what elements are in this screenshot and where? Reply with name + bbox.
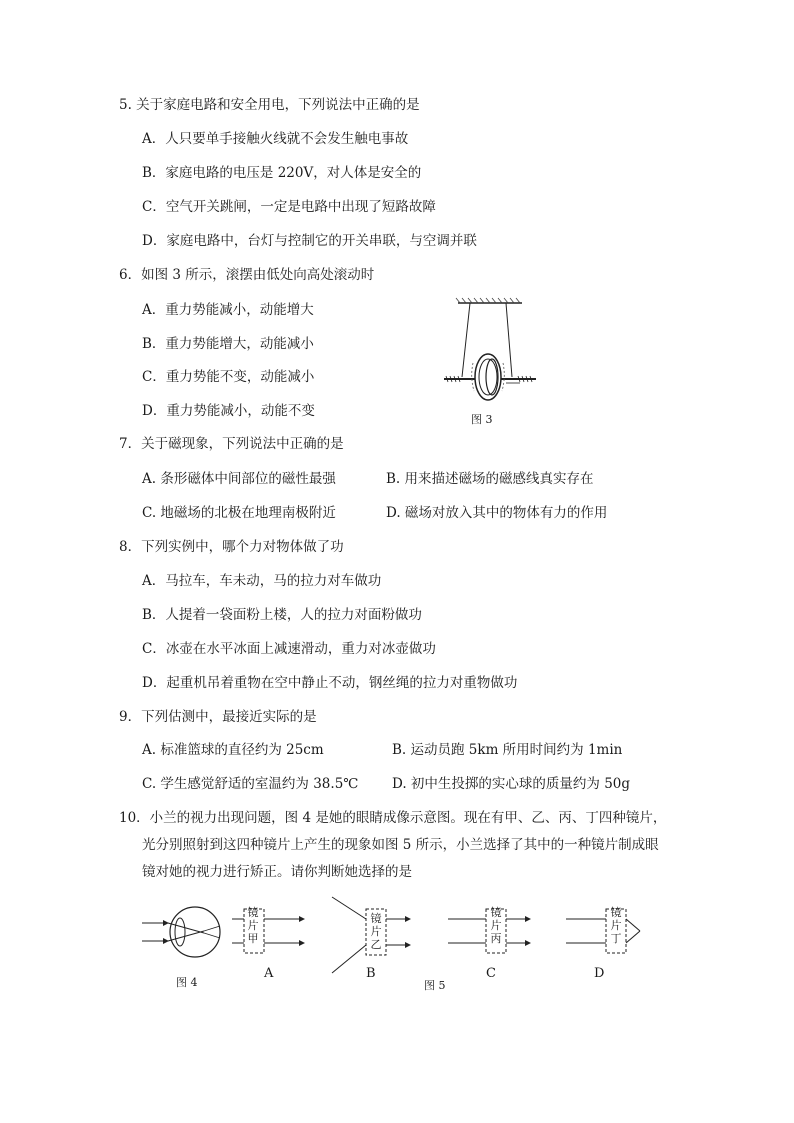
q10-stem-line-3: 镜对她的视力进行矫正。请你判断她选择的是 [142,864,412,880]
q5-stem: 5. 关于家庭电路和安全用电，下列说法中正确的是 [119,97,420,113]
q7-option-a[interactable]: A. 条形磁体中间部位的磁性最强 [142,471,336,487]
q6-option-b[interactable]: B．重力势能增大，动能减小 [142,336,314,352]
q9-option-d[interactable]: D. 初中生投掷的实心球的质量约为 50g [392,776,631,792]
lens-label-ding: 镜片丁 [610,906,622,945]
q10-stem-line-2: 光分别照射到这四种镜片上产生的现象如图 5 所示，小兰选择了其中的一种镜片制成眼 [142,837,659,853]
q8-stem: 8．下列实例中，哪个力对物体做了功 [119,539,344,555]
lens-label-yi: 镜片乙 [370,912,382,951]
figure-4-caption: 图 4 [176,976,198,989]
q8-option-c[interactable]: C．冰壶在水平冰面上减速滑动，重力对冰壶做功 [142,641,436,657]
figure-3-caption: 图 3 [471,413,493,426]
q5-option-c[interactable]: C．空气开关跳闸，一定是电路中出现了短路故障 [142,199,436,215]
figure-5-caption: 图 5 [424,979,446,992]
q6-option-d[interactable]: D．重力势能减小，动能不变 [142,403,315,419]
lens-label-bing: 镜片丙 [490,906,502,945]
figure-5-panel-a [232,905,312,965]
q6-option-a[interactable]: A．重力势能减小，动能增大 [142,302,314,318]
q7-option-b[interactable]: B. 用来描述磁场的磁感线真实存在 [386,471,594,487]
q8-option-a[interactable]: A．马拉车，车未动，马的拉力对车做功 [142,573,382,589]
q7-option-d[interactable]: D. 磁场对放入其中的物体有力的作用 [386,505,608,521]
q5-option-d[interactable]: D．家庭电路中，台灯与控制它的开关串联，与空调并联 [142,233,477,249]
q8-option-d[interactable]: D．起重机吊着重物在空中静止不动，钢丝绳的拉力对重物做功 [142,675,518,691]
q8-option-b[interactable]: B．人提着一袋面粉上楼，人的拉力对面粉做功 [142,607,422,623]
figure-4-eye-diagram [140,905,240,965]
figure-3-maxwell-wheel [440,295,540,415]
q7-option-c[interactable]: C. 地磁场的北极在地理南极附近 [142,505,336,521]
q7-stem: 7．关于磁现象，下列说法中正确的是 [119,436,344,452]
panel-letter-c: C [486,966,496,981]
q6-stem: 6．如图 3 所示，滚摆由低处向高处滚动时 [119,267,375,283]
panel-letter-d: D [594,966,605,981]
lens-label-jia: 镜片甲 [247,906,259,945]
panel-letter-b: B [366,966,376,981]
q5-option-b[interactable]: B．家庭电路的电压是 220V，对人体是安全的 [142,165,422,181]
figure-5-panel-d [566,905,646,965]
q6-option-c[interactable]: C．重力势能不变，动能减小 [142,369,315,385]
q10-stem-line-1: 10．小兰的视力出现问题，图 4 是她的眼睛成像示意图。现在有甲、乙、丙、丁四种镜片， [119,810,667,826]
q9-option-c[interactable]: C. 学生感觉舒适的室温约为 38.5℃ [142,776,359,792]
q9-stem: 9．下列估测中，最接近实际的是 [119,709,317,725]
panel-letter-a: A [264,966,274,981]
q9-option-b[interactable]: B. 运动员跑 5km 所用时间约为 1min [392,742,623,758]
q5-option-a[interactable]: A．人只要单手接触火线就不会发生触电事故 [142,131,409,147]
q9-option-a[interactable]: A. 标准篮球的直径约为 25cm [142,742,324,758]
